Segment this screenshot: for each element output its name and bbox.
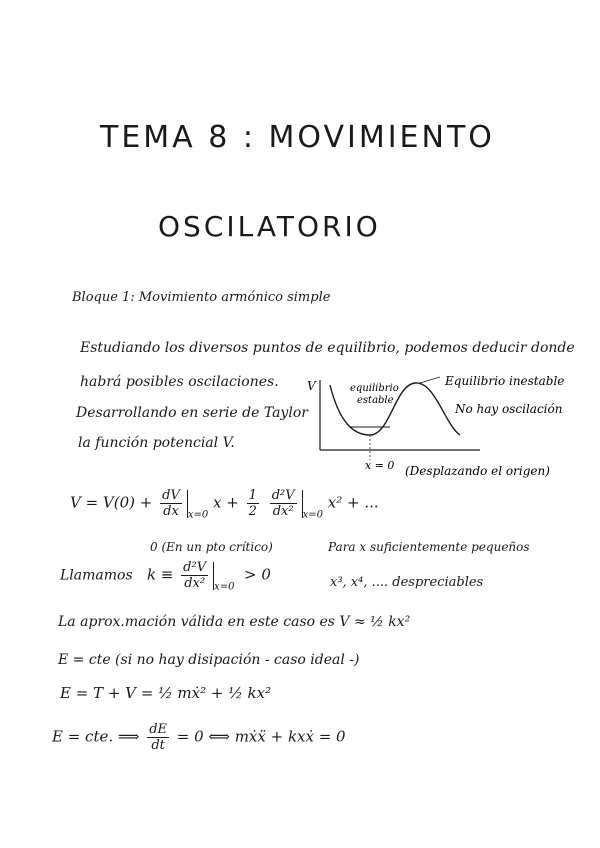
unstable-label: Equilibrio inestable: [445, 374, 565, 388]
section-heading: Bloque 1: Movimiento armónico simple: [72, 290, 331, 305]
intro-line-2: habrá posibles oscilaciones.: [80, 374, 279, 390]
second-derivative-eval: x=0: [302, 509, 324, 521]
k-symbol: k ≡: [146, 565, 174, 584]
origin-note: (Desplazando el origen): [405, 464, 550, 478]
intro-line-4: la función potencial V.: [78, 435, 235, 451]
k-eval: x=0: [214, 581, 235, 593]
stable-label-2: estable: [357, 395, 394, 406]
energy-constant-line: E = cte (si no hay disipación - caso ideal -): [58, 652, 360, 668]
potential-diagram: [295, 365, 585, 495]
energy-deriv-eq: = 0 ⟺ mẋẍ + kxẋ = 0: [176, 727, 346, 746]
page-subtitle: OSCILATORIO: [158, 210, 381, 243]
taylor-lhs: V = V(0) +: [70, 493, 153, 512]
k-fraction: $\frac{\text{d²V}}{\text{dx²}}$: [183, 560, 207, 591]
taylor-x2: x² + ...: [327, 493, 379, 512]
unstable-arrow: [420, 377, 440, 383]
taylor-expansion: [70, 488, 379, 521]
small-x-note-2: x³, x⁴, .... despreciables: [330, 575, 484, 590]
taylor-plus: +: [226, 493, 239, 512]
small-x-note-1: Para x suficientemente pequeños: [328, 540, 530, 554]
energy-derivative-line: [52, 722, 346, 753]
k-suffix: > 0: [244, 565, 271, 584]
half-fraction: $\frac{1}{2}$: [248, 488, 257, 519]
first-derivative: $\frac{dV}{dx}$: [162, 488, 180, 519]
second-derivative: $\frac{\text{d²V}}{\text{dx²}}$: [271, 488, 295, 519]
origin-label: x = 0: [365, 459, 395, 472]
approximation-line: La aprox.mación válida en este caso es V ≈ ½ kx²: [58, 614, 411, 630]
energy-deriv-lhs: E = cte. ⟹: [52, 727, 140, 746]
k-prefix: Llamamos: [60, 567, 133, 584]
energy-sum-line: E = T + V = ½ mẋ² + ½ kx²: [60, 684, 272, 702]
stable-label-1: equilibrio: [350, 383, 399, 394]
page-title: TEMA 8 : MOVIMIENTO: [100, 120, 495, 155]
taylor-x: x: [213, 493, 222, 512]
energy-deriv-fraction: $\frac{dE}{dt}$: [149, 722, 167, 753]
no-oscillation-label: No hay oscilación: [455, 402, 563, 416]
intro-line-1: Estudiando los diversos puntos de equilibrio, podemos deducir donde: [80, 340, 575, 356]
k-definition: [60, 560, 271, 593]
intro-line-3: Desarrollando en serie de Taylor: [76, 405, 308, 421]
critical-point-note: 0 (En un pto crítico): [150, 540, 273, 554]
axis-v-label: V: [307, 379, 316, 393]
first-derivative-eval: x=0: [187, 509, 209, 521]
